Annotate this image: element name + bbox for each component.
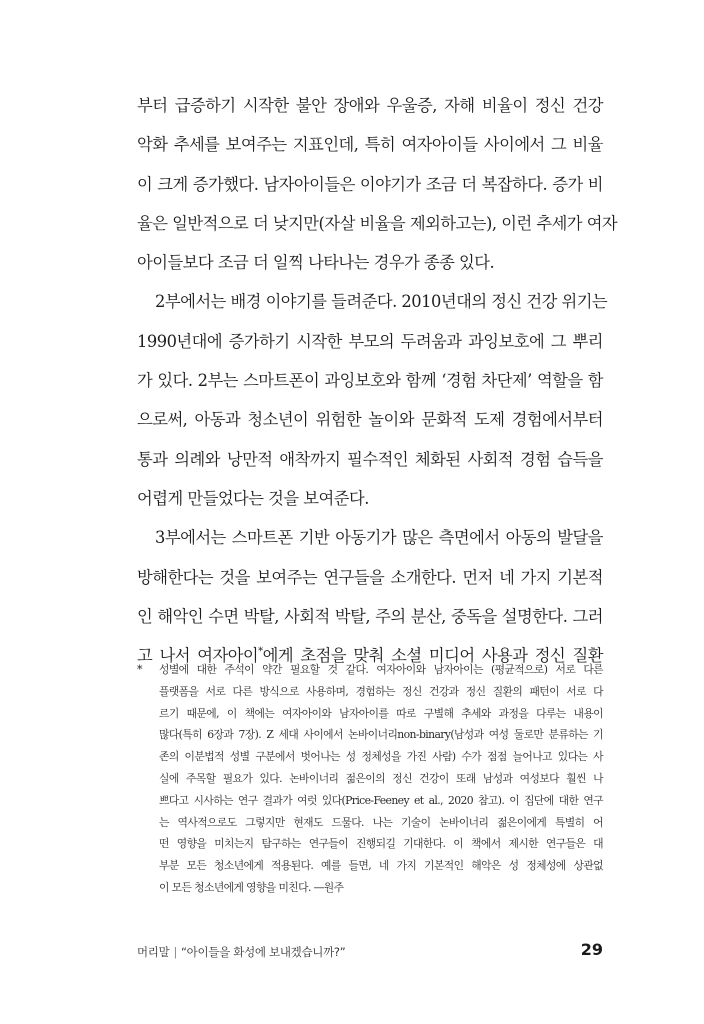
body-line: 부터 급증하기 시작한 불안 장애와 우울증, 자해 비율이 정신 건강	[137, 96, 603, 115]
running-head-title: “아이들을 화성에 보내겠습니까?”	[181, 945, 346, 959]
body-line: 아이들보다 조금 더 일찍 나타나는 경우가 종종 있다.	[137, 253, 495, 273]
body-line: 어렵게 만들었다는 것을 보여준다.	[137, 488, 369, 508]
body-line: 가 있다. 2부는 스마트폰이 과잉보호와 함께 ‘경험 차단제’ 역할을 함	[137, 371, 603, 391]
footnote-line: 존의 이분법적 성별 구분에서 벗어나는 성 정체성을 가진 사람) 수가 점점 늘어나고 있다는 사	[159, 750, 603, 764]
body-line: 악화 추세를 보여주는 지표인데, 특히 여자아이들 사이에서 그 비율	[137, 135, 603, 155]
footnote-line: 이 모든 청소년에게 영향을 미친다. —원주	[159, 880, 344, 894]
body-line: 이 크게 증가했다. 남자아이들은 이야기가 조금 더 복잡하다. 증가 비	[137, 174, 603, 194]
body-line-part: 고 나서 여자아이	[137, 646, 259, 666]
running-head-separator: |	[173, 945, 178, 959]
running-head-section: 머리말	[137, 945, 170, 959]
body-line: 1990년대에 증가하기 시작한 부모의 두려움과 과잉보호에 그 뿌리	[137, 331, 603, 351]
footnote-line: 부분 모든 청소년에게 적용된다. 예를 들면, 네 가지 기본적인 해악은 성 정체성에 상관없	[159, 859, 603, 873]
footnote-line: 르기 때문에, 이 책에는 여자아이와 남자아이를 따로 구별해 추세와 과정을 다루는 내용이	[159, 706, 603, 720]
footnote-line: 성별에 대한 주석이 약간 필요할 것 같다. 여자아이와 남자아이는 (평균적으로) 서로 다른	[159, 663, 603, 676]
body-line: 인 해악인 수면 박탈, 사회적 박탈, 주의 분산, 중독을 설명한다. 그러	[137, 606, 603, 626]
body-text	[137, 86, 618, 675]
page-number: 29	[580, 940, 603, 959]
footnote-line: 많다(특히 6장과 7장). Z 세대 사이에서 논바이너리non-binary(남성과 여성 둘로만 분류하는 기	[159, 728, 603, 742]
body-line: 율은 일반적으로 더 낮지만(자살 비율을 제외하고는), 이런 추세가 여자	[137, 213, 618, 233]
footnote-line: 플랫폼을 서로 다른 방식으로 사용하며, 경험하는 정신 건강과 정신 질환의 패턴이 서로 다	[159, 684, 603, 698]
body-line: 으로써, 아동과 청소년이 위험한 놀이와 문화적 도제 경험에서부터	[137, 410, 603, 430]
footnote-marker: *	[137, 663, 143, 676]
footnote-line: 는 역사적으로도 그렇지만 현재도 드물다. 나는 기술이 논바이너리 젊은이에게 특별히 어	[159, 815, 603, 829]
footnote-body	[159, 659, 603, 899]
body-line: 2부에서는 배경 이야기를 들려준다. 2010년대의 정신 건강 위기는	[155, 292, 608, 312]
footnote-line: 떤 영향을 미치는지 탐구하는 연구들이 진행되길 기대한다. 이 책에서 제시한 연구들은 대	[159, 837, 603, 851]
footnote-reference: *	[258, 646, 263, 658]
running-head	[137, 944, 345, 960]
body-line: 통과 의례와 낭만적 애착까지 필수적인 체화된 사회적 경험 습득을	[137, 449, 603, 469]
body-line: 3부에서는 스마트폰 기반 아동기가 많은 측면에서 아동의 발달을	[155, 528, 603, 548]
body-line-part: 에게 초점을 맞춰 소셜 미디어 사용과 정신 질환	[262, 646, 603, 666]
footnote-line: 실에 주목할 필요가 있다. 논바이너리 젊은이의 정신 건강이 또래 남성과 여성보다 훨씬 나	[159, 771, 603, 785]
footnote-line: 쁘다고 시사하는 연구 결과가 여럿 있다(Price-Feeney et al., 2020 참고). 이 집단에 대한 연구	[159, 793, 603, 807]
body-line: 방해한다는 것을 보여주는 연구들을 소개한다. 먼저 네 가지 기본적	[137, 567, 603, 587]
